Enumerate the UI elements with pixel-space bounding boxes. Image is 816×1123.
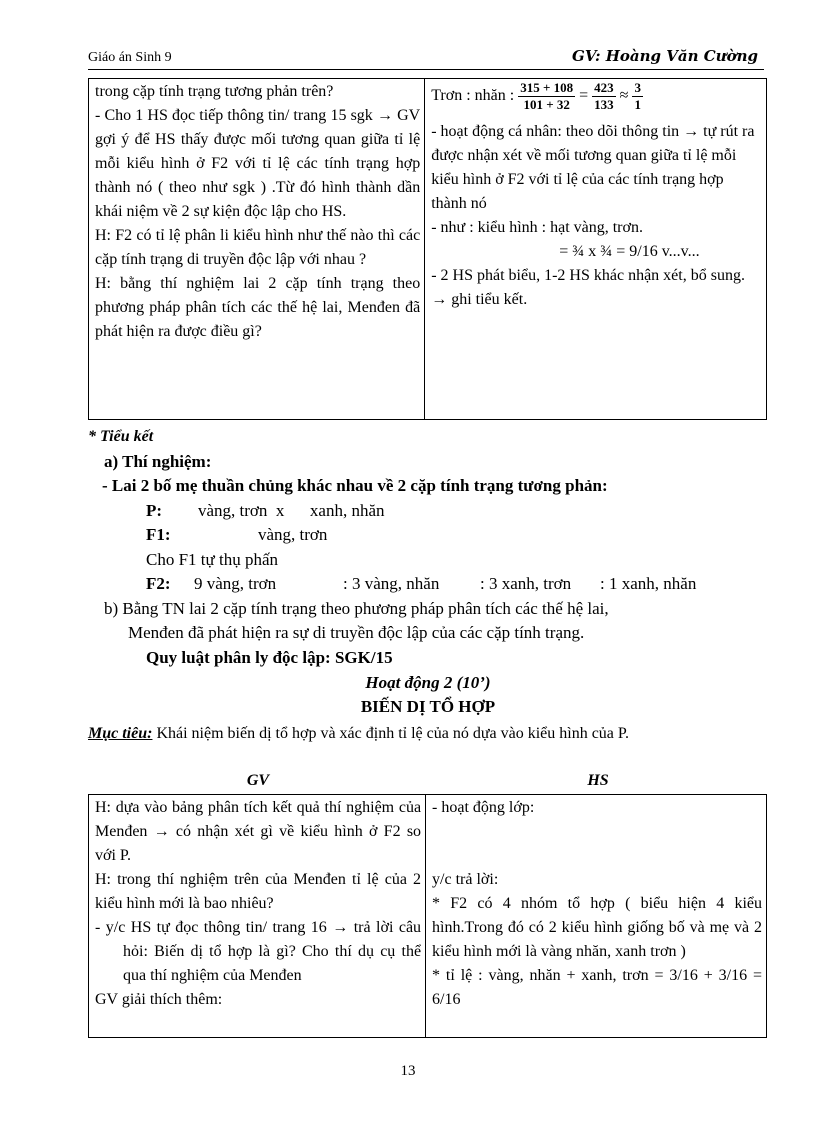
fraction-numerator: 3 [634, 80, 641, 95]
gv2-text-1: H: dựa vào bảng phân tích kết quả thí nghiệm của Menđen → có nhận xét gì về kiểu hình ở F2 so với P. [95, 799, 422, 864]
fraction-numerator: 315 + 108 [520, 80, 574, 95]
conclusion-line-1: b) Bằng TN lai 2 cặp tính trạng theo phương pháp phân tích các thế hệ lai, [104, 598, 609, 618]
ratio-fraction-2 [592, 80, 616, 113]
law-reference: Quy luật phân ly độc lập: SGK/15 [146, 647, 393, 667]
fraction-denominator: 101 + 32 [523, 97, 570, 112]
hs-text-1: - hoạt động cá nhân: theo dõi thông tin → tự rút ra được nhận xét về mối tương quan giữa tỉ lệ mỗi kiểu hình ở F2 với tỉ lệ của các tính trạng hợp thành nó [431, 123, 755, 212]
activity-table-2 [88, 794, 767, 1038]
f2-ratio-1: 9 vàng, trơn [194, 574, 277, 593]
hs-cell-2 [426, 795, 767, 1038]
cross-statement: - Lai 2 bố mẹ thuần chủng khác nhau về 2 cặp tính trạng tương phản: [102, 476, 608, 495]
ratio-label: Trơn : nhăn : [431, 87, 515, 105]
header-subject: Giáo án Sinh 9 [88, 50, 172, 65]
gv-text-2: - Cho 1 HS đọc tiếp thông tin/ trang 15 sgk → GV gợi ý để HS thấy được mối tương quan giữa tỉ lệ mỗi kiểu hình ở F2 với tỉ lệ các tính trạng hợp thành nó ( theo như sgk ) .Từ đó hình thành dần khái niệm về 2 sự kiện độc lập cho HS. [95, 107, 421, 220]
approx-symbol: ≈ [619, 87, 629, 105]
ratio-fraction-3 [632, 80, 643, 113]
hs2-text-2: y/c trả lời: [432, 871, 499, 888]
p-label: P: [146, 500, 163, 520]
hs-cell [425, 79, 767, 420]
conclusion-line-2: Menđen đã phát hiện ra sự di truyền độc lập của các cặp tính trạng. [128, 623, 585, 642]
fraction-numerator: 423 [594, 80, 614, 95]
activity-title: Hoạt động 2 (10’) [365, 673, 491, 692]
gv-cell [89, 79, 425, 420]
experiment-heading: a) Thí nghiệm: [104, 451, 212, 471]
gv-cell-2 [89, 795, 426, 1038]
objective-label: Mục tiêu: [88, 725, 153, 742]
hs-text-2: - như : kiểu hình : hạt vàng, trơn. [431, 219, 643, 236]
f2-label: F2: [146, 574, 171, 593]
activity-heading: BIẾN DỊ TỔ HỢP [360, 697, 496, 716]
p-value: vàng, trơn x xanh, nhăn [198, 500, 385, 520]
summary-section [88, 425, 768, 670]
column-header-gv: GV [246, 772, 270, 789]
objective-text: Khái niệm biến dị tổ hợp và xác định tỉ lệ của nó dựa vào kiểu hình của P. [152, 725, 630, 742]
f2-ratio-3: : 3 xanh, trơn [480, 574, 572, 593]
p-line [88, 499, 768, 524]
gv-text-4: H: bằng thí nghiệm lai 2 cặp tính trạng theo phương pháp phân tích các thế hệ lai, Menđen đã phát hiện ra được điều gì? [95, 275, 421, 340]
hs2-text-3: * F2 có 4 nhóm tổ hợp ( biểu hiện 4 kiểu hình.Trong đó có 2 kiểu hình giống bố và mẹ và 2 kiểu hình mới là vàng nhăn, xanh trơn ) [432, 895, 762, 960]
header-teacher: GV: Hoàng Văn Cường [572, 47, 758, 65]
hs-text-3: = ¾ x ¾ = 9/16 v...v... [559, 243, 700, 260]
gv2-text-3: - y/c HS tự đọc thông tin/ trang 16 → trả lời câu hỏi: Biến dị tổ hợp là gì? Cho thí dụ cụ thể qua thí nghiệm của Menđen [95, 919, 422, 984]
self-pollination-line: Cho F1 tự thụ phấn [146, 549, 278, 569]
page-number: 13 [400, 1063, 416, 1079]
f1-value: vàng, trơn [258, 525, 328, 544]
gv2-text-4: GV giải thích thêm: [95, 991, 223, 1008]
hs-text-4: - 2 HS phát biểu, 1-2 HS khác nhận xét, bổ sung. [431, 267, 745, 284]
f2-ratio-2: : 3 vàng, nhăn [343, 574, 440, 593]
summary-title: * Tiểu kết [88, 428, 154, 445]
hs-text-5: → ghi tiểu kết. [431, 291, 528, 308]
f1-label: F1: [146, 525, 171, 544]
f2-ratio-4: : 1 xanh, nhăn [600, 574, 697, 593]
column-header-hs: HS [587, 772, 609, 789]
fraction-denominator: 133 [594, 97, 614, 112]
f1-line [88, 523, 768, 548]
hs2-text-4: * tỉ lệ : vàng, nhăn + xanh, trơn = 3/16 + 3/16 = 6/16 [432, 967, 762, 1008]
gv2-text-2: H: trong thí nghiệm trên của Menđen tỉ lệ của 2 kiểu hình mới là bao nhiêu? [95, 871, 422, 912]
ratio-fraction-1 [518, 80, 575, 113]
objective [88, 722, 764, 746]
fraction-denominator: 1 [634, 97, 641, 112]
gv-text-3: H: F2 có tỉ lệ phân li kiểu hình như thế nào thì các cặp tính trạng di truyền độc lập với nhau ? [95, 227, 421, 268]
f2-line [88, 572, 768, 597]
gv-text-1: trong cặp tính trạng tương phản trên? [95, 83, 334, 100]
hs2-text-1: - hoạt động lớp: [432, 799, 535, 816]
page-header [88, 47, 764, 70]
ratio-line: Trơn : nhăn : $\frac{315 + 108}{101 + 32}$ = $\frac{423}{133}$ ≈ $\frac{3}{1}$ [431, 80, 641, 112]
activity-table-1 [88, 78, 767, 420]
